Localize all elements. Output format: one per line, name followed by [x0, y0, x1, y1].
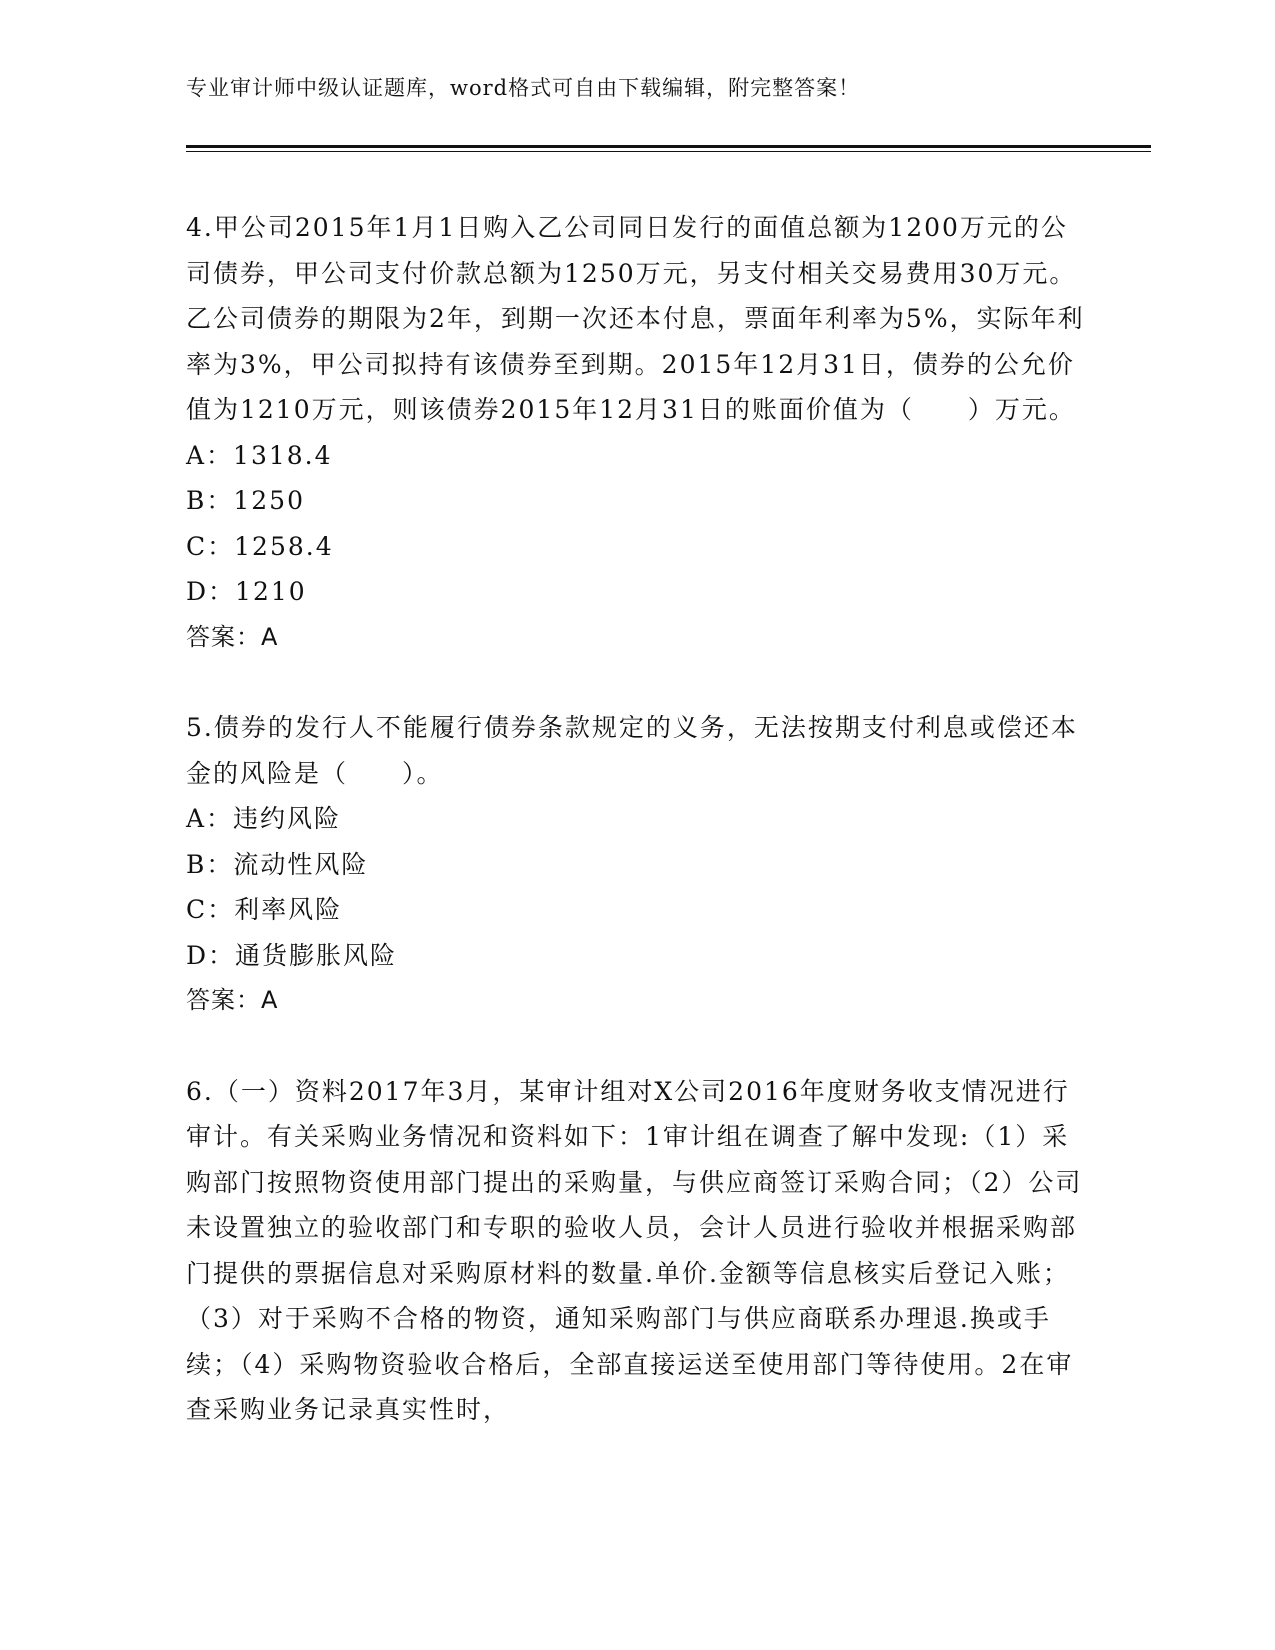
header-rule-thick — [186, 145, 1151, 148]
question-stem: 5.债券的发行人不能履行债券条款规定的义务，无法按期支付利息或偿还本金的风险是（ ）。 — [186, 713, 1078, 788]
question-5 — [186, 705, 1086, 1024]
option-d: D：通货膨胀风险 — [186, 940, 398, 970]
question-stem: 6.（一）资料2017年3月，某审计组对X公司2016年度财务收支情况进行审计。有关采购业务情况和资料如下：1审计组在调查了解中发现:（1）采购部门按照物资使用部门提出的采购量，与供应商签订采购合同；（2）公司未设置独立的验收部门和专职的验收人员，会计人员进行验收并根据采购部门提供的票据信息对采购原材料的数量.单价.金额等信息核实后登记入账；（3）对于采购不合格的物资，通知采购部门与供应商联系办理退.换或手续；（4）采购物资验收合格后，全部直接运送至使用部门等待使用。2在审查采购业务记录真实性时， — [186, 1076, 1083, 1424]
option-a: A：1318.4 — [186, 440, 333, 470]
option-b: B：流动性风险 — [186, 849, 369, 879]
option-c: C：利率风险 — [186, 895, 343, 924]
answer-line: 答案：A — [186, 622, 279, 651]
question-4 — [186, 205, 1086, 660]
answer-line: 答案：A — [186, 986, 279, 1014]
option-a: A：违约风险 — [186, 804, 342, 833]
header-rule-thin — [186, 151, 1151, 152]
option-b: B：1250 — [186, 486, 305, 515]
page-header: 专业审计师中级认证题库，word格式可自由下载编辑，附完整答案！ — [186, 76, 861, 100]
option-c: C：1258.4 — [186, 531, 334, 561]
question-list — [186, 205, 1086, 1478]
option-d: D：1210 — [186, 577, 307, 606]
question-6 — [186, 1069, 1086, 1433]
question-stem: 4.甲公司2015年1月1日购入乙公司同日发行的面值总额为1200万元的公司债券，甲公司支付价款总额为1250万元，另支付相关交易费用30万元。乙公司债券的期限为2年，到期一次还本付息，票面年利率为5%，实际年利率为3%，甲公司拟持有该债券至到期。2015年12月31日，债券的公允价值为1210万元，则该债券2015年12月31日的账面价值为（ ）万元。 — [186, 213, 1085, 424]
